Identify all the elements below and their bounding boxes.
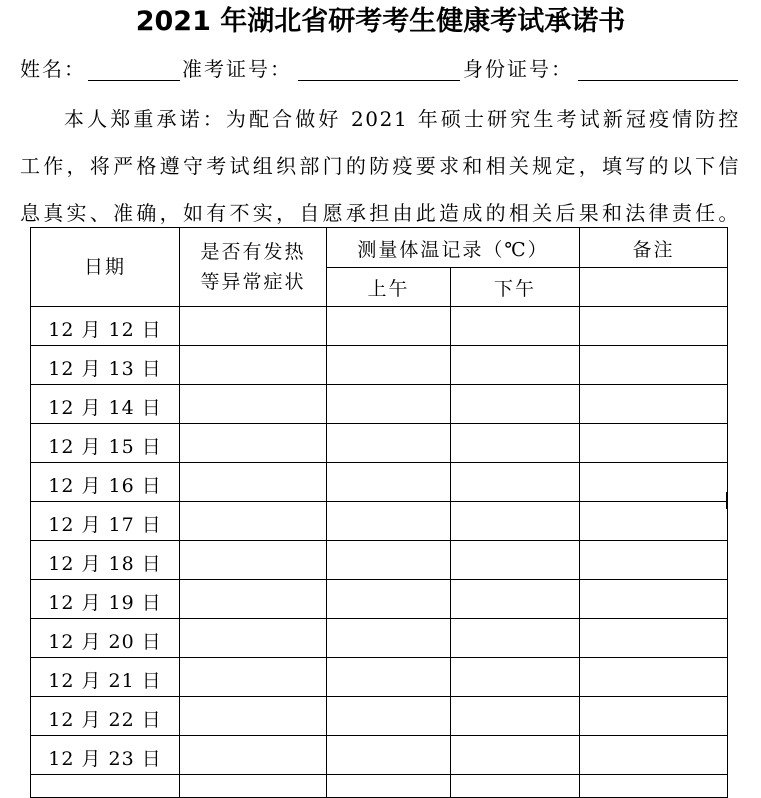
- date-cell: 12 月 23 日: [31, 736, 180, 775]
- symptoms-cell[interactable]: [180, 385, 327, 424]
- pledge-line: 工作，将严格遵守考试组织部门的防疫要求和相关规定，填写的以下信: [20, 154, 740, 178]
- table-row: [31, 658, 728, 697]
- afternoon-temp-cell[interactable]: [451, 541, 580, 580]
- afternoon-temp-cell[interactable]: [451, 346, 580, 385]
- health-record-table: [30, 227, 728, 798]
- date-cell: 12 月 21 日: [31, 658, 180, 697]
- symptoms-cell[interactable]: [180, 541, 327, 580]
- morning-temp-cell[interactable]: [327, 424, 451, 463]
- table-row: [31, 541, 728, 580]
- header-symptoms-line1: 是否有发热: [200, 241, 306, 263]
- morning-temp-cell[interactable]: [327, 697, 451, 736]
- remarks-cell[interactable]: [580, 775, 728, 798]
- table-row: [31, 775, 728, 798]
- date-cell: 12 月 18 日: [31, 541, 180, 580]
- remarks-cell[interactable]: [580, 385, 728, 424]
- header-temperature: 测量体温记录（℃）: [327, 228, 580, 268]
- header-remarks-blank: [580, 268, 728, 307]
- afternoon-temp-cell[interactable]: [451, 697, 580, 736]
- morning-temp-cell[interactable]: [327, 463, 451, 502]
- morning-temp-cell[interactable]: [327, 580, 451, 619]
- text-cursor-mark: [726, 492, 728, 509]
- name-label: 姓名：: [20, 57, 86, 81]
- morning-temp-cell[interactable]: [327, 658, 451, 697]
- morning-temp-cell[interactable]: [327, 307, 451, 346]
- ticket-number-label: 准考证号：: [182, 57, 292, 81]
- morning-temp-cell[interactable]: [327, 775, 451, 798]
- date-cell: 12 月 16 日: [31, 463, 180, 502]
- afternoon-temp-cell[interactable]: [451, 424, 580, 463]
- remarks-cell[interactable]: [580, 736, 728, 775]
- date-cell: 12 月 14 日: [31, 385, 180, 424]
- morning-temp-cell[interactable]: [327, 541, 451, 580]
- table-row: [31, 619, 728, 658]
- symptoms-cell[interactable]: [180, 775, 327, 798]
- date-cell: 12 月 22 日: [31, 697, 180, 736]
- table-row: [31, 697, 728, 736]
- table-row: [31, 307, 728, 346]
- afternoon-temp-cell[interactable]: [451, 736, 580, 775]
- remarks-cell[interactable]: [580, 697, 728, 736]
- symptoms-cell[interactable]: [180, 736, 327, 775]
- remarks-cell[interactable]: [580, 463, 728, 502]
- table-row: [31, 346, 728, 385]
- symptoms-cell[interactable]: [180, 697, 327, 736]
- id-number-label: 身份证号：: [463, 57, 573, 81]
- date-cell: 12 月 15 日: [31, 424, 180, 463]
- remarks-cell[interactable]: [580, 346, 728, 385]
- name-blank-field[interactable]: [88, 80, 180, 81]
- header-morning: 上午: [327, 268, 451, 307]
- pledge-line: 息真实、准确，如有不实，自愿承担由此造成的相关后果和法律责任。: [20, 201, 740, 225]
- symptoms-cell[interactable]: [180, 580, 327, 619]
- morning-temp-cell[interactable]: [327, 346, 451, 385]
- date-cell: [31, 775, 180, 798]
- header-symptoms: [180, 228, 327, 307]
- afternoon-temp-cell[interactable]: [451, 502, 580, 541]
- remarks-cell[interactable]: [580, 307, 728, 346]
- symptoms-cell[interactable]: [180, 307, 327, 346]
- symptoms-cell[interactable]: [180, 346, 327, 385]
- header-date: 日期: [31, 228, 180, 307]
- table-header-row: [31, 228, 728, 268]
- remarks-cell[interactable]: [580, 658, 728, 697]
- morning-temp-cell[interactable]: [327, 619, 451, 658]
- afternoon-temp-cell[interactable]: [451, 307, 580, 346]
- symptoms-cell[interactable]: [180, 502, 327, 541]
- table-row: [31, 463, 728, 502]
- pledge-paragraph: [20, 96, 740, 237]
- remarks-cell[interactable]: [580, 502, 728, 541]
- morning-temp-cell[interactable]: [327, 502, 451, 541]
- afternoon-temp-cell[interactable]: [451, 619, 580, 658]
- symptoms-cell[interactable]: [180, 619, 327, 658]
- table-row: [31, 502, 728, 541]
- symptoms-cell[interactable]: [180, 424, 327, 463]
- table-row: [31, 424, 728, 463]
- symptoms-cell[interactable]: [180, 658, 327, 697]
- afternoon-temp-cell[interactable]: [451, 385, 580, 424]
- date-cell: 12 月 20 日: [31, 619, 180, 658]
- symptoms-cell[interactable]: [180, 463, 327, 502]
- afternoon-temp-cell[interactable]: [451, 658, 580, 697]
- document-title: 2021 年湖北省研考考生健康考试承诺书: [135, 6, 626, 37]
- header-afternoon: 下午: [451, 268, 580, 307]
- date-cell: 12 月 13 日: [31, 346, 180, 385]
- afternoon-temp-cell[interactable]: [451, 580, 580, 619]
- ticket-number-blank-field[interactable]: [298, 80, 460, 81]
- date-cell: 12 月 17 日: [31, 502, 180, 541]
- morning-temp-cell[interactable]: [327, 385, 451, 424]
- table-row: [31, 580, 728, 619]
- date-cell: 12 月 12 日: [31, 307, 180, 346]
- remarks-cell[interactable]: [580, 424, 728, 463]
- afternoon-temp-cell[interactable]: [451, 775, 580, 798]
- table-row: [31, 736, 728, 775]
- id-number-blank-field[interactable]: [578, 80, 738, 81]
- morning-temp-cell[interactable]: [327, 736, 451, 775]
- table-row: [31, 385, 728, 424]
- header-symptoms-line2: 等异常症状: [200, 271, 306, 293]
- header-remarks: 备注: [580, 228, 728, 268]
- pledge-line: 本人郑重承诺：为配合做好 2021 年硕士研究生考试新冠疫情防控: [64, 107, 740, 131]
- applicant-info-line: [20, 54, 740, 86]
- remarks-cell[interactable]: [580, 619, 728, 658]
- remarks-cell[interactable]: [580, 580, 728, 619]
- date-cell: 12 月 19 日: [31, 580, 180, 619]
- remarks-cell[interactable]: [580, 541, 728, 580]
- afternoon-temp-cell[interactable]: [451, 463, 580, 502]
